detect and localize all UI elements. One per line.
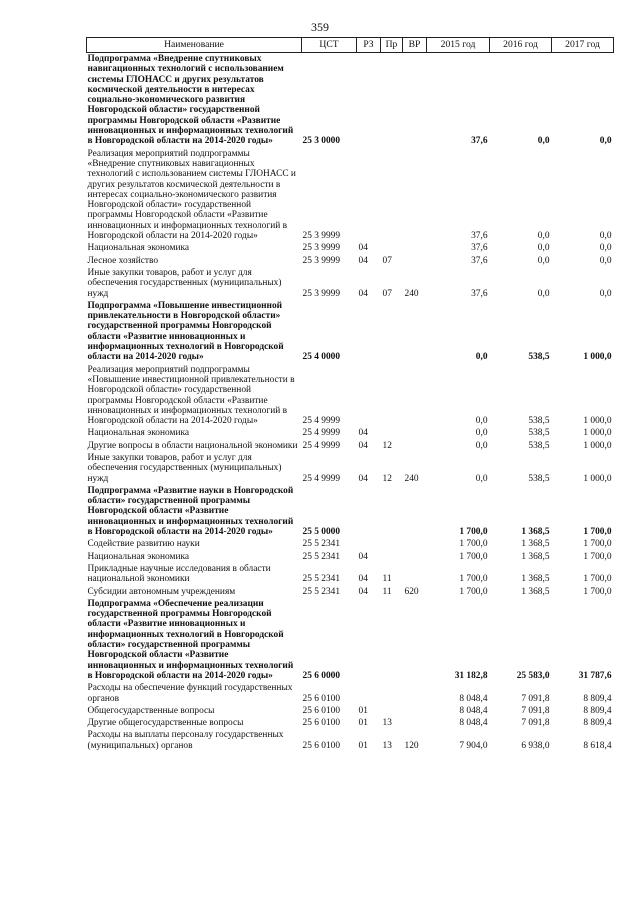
row-value-2015: 1 700,0 [459,586,488,597]
row-vr [403,598,427,682]
table-row [87,717,614,729]
row-cst: 25 6 0100 [302,718,340,729]
row-value-2016: 6 938,0 [521,740,550,751]
row-pr: 12 [382,440,392,451]
row-value-2015: 1 700,0 [459,551,488,562]
row-pr [381,53,403,148]
row-pr [381,427,403,439]
row-vr: 240 [404,288,419,299]
row-vr [403,427,427,439]
row-pr [381,364,403,428]
table-row [87,148,614,243]
row-vr [403,364,427,428]
row-vr [403,440,427,452]
table-row [87,255,614,267]
row-pr [381,682,403,705]
row-pr [381,538,403,550]
row-rz: 01 [358,718,368,729]
row-value-2017: 0,0 [599,243,612,254]
row-value-2016: 0,0 [537,231,550,242]
row-value-2015: 0,0 [475,416,488,427]
row-cst: 25 4 9999 [302,473,340,484]
row-value-2015: 37,6 [471,288,488,299]
row-cst: 25 3 9999 [302,255,340,266]
row-value-2016: 538,5 [528,440,550,451]
table-body [87,53,614,753]
page-number: 359 [311,20,329,34]
row-value-2015: 7 904,0 [459,740,488,751]
row-value-2015: 8 048,4 [459,718,488,729]
row-pr [381,148,403,243]
row-pr [381,485,403,538]
row-value-2015: 0,0 [475,352,488,363]
row-value-2015: 8 048,4 [459,693,488,704]
row-name: Подпрограмма «Повышение инвестиционной привлекательности в Новгородской области» государственной программы Новгородской области «Развитие инновационных и информационных технологий в Новгородской области на 2014-2020 годы» [87,300,284,363]
row-value-2015: 31 182,8 [454,670,488,681]
row-cst: 25 4 9999 [302,440,340,451]
header-pr: Пр [381,38,403,53]
row-name: Подпрограмма «Внедрение спутниковых навигационных технологий с использованием системы ГЛОНАСС и других результатов космической деятельности в интересах социально-экономического развития Новгородской области» государственной программы Новгородской области «Развитие инновационных и информационных технологий в Новгородской области на 2014-2020 годы» [87,54,294,147]
row-pr: 11 [382,586,392,597]
row-rz: 04 [358,574,368,585]
row-value-2015: 1 700,0 [459,539,488,550]
table-row [87,563,614,586]
row-vr: 620 [404,586,419,597]
header-name: Наименование [87,38,302,53]
header-cst: ЦСТ [302,38,357,53]
header-2017: 2017 год [552,38,614,53]
row-value-2017: 1 700,0 [583,539,612,550]
row-value-2017: 1 000,0 [583,352,612,363]
row-value-2015: 8 048,4 [459,705,488,716]
table-row [87,729,614,752]
row-cst: 25 4 0000 [302,352,340,363]
row-value-2015: 37,6 [471,231,488,242]
row-value-2016: 0,0 [537,255,550,266]
row-rz [357,538,381,550]
row-name: Подпрограмма «Развитие науки в Новгородской области» государственной программы Новгородской области «Развитие инновационных и информационных технологий в Новгородской области на 2014-2020 годы» [87,485,294,538]
row-cst: 25 5 2341 [302,574,340,585]
row-rz [357,148,381,243]
row-cst: 25 4 9999 [302,428,340,439]
header-rz: РЗ [357,38,381,53]
row-value-2017: 1 000,0 [583,428,612,439]
row-rz [357,485,381,538]
table-row [87,440,614,452]
row-cst: 25 6 0100 [302,740,340,751]
row-value-2016: 1 368,5 [521,586,550,597]
row-value-2017: 8 809,4 [583,693,612,704]
row-rz: 04 [358,428,368,439]
table-row [87,705,614,717]
row-value-2016: 0,0 [537,288,550,299]
row-name: Национальная экономика [87,243,190,254]
row-name: Другие вопросы в области национальной экономики [87,440,298,451]
row-value-2017: 0,0 [599,288,612,299]
row-rz: 04 [358,473,368,484]
row-value-2017: 0,0 [599,231,612,242]
row-cst: 25 4 9999 [302,416,340,427]
row-vr [403,485,427,538]
row-value-2015: 37,6 [471,243,488,254]
row-name: Национальная экономика [87,428,190,439]
row-value-2016: 1 368,5 [521,527,550,538]
row-value-2016: 1 368,5 [521,551,550,562]
row-value-2017: 31 787,6 [578,670,612,681]
row-rz: 04 [358,243,368,254]
row-value-2016: 538,5 [528,416,550,427]
row-vr [403,563,427,586]
row-pr [381,705,403,717]
table-row [87,364,614,428]
row-name: Общегосударственные вопросы [87,705,215,716]
row-name: Расходы на обеспечение функций государственных органов [87,683,293,704]
row-rz: 01 [358,705,368,716]
row-cst: 25 5 0000 [302,527,340,538]
row-value-2016: 7 091,8 [521,693,550,704]
row-vr [403,717,427,729]
row-vr [403,53,427,148]
row-vr [403,538,427,550]
row-vr [403,255,427,267]
row-value-2016: 538,5 [528,428,550,439]
table-row [87,242,614,254]
row-value-2016: 1 368,5 [521,539,550,550]
row-rz: 04 [358,440,368,451]
row-cst: 25 6 0100 [302,705,340,716]
row-pr [381,300,403,364]
row-vr: 120 [404,740,419,751]
row-vr [403,705,427,717]
table-row [87,538,614,550]
row-name: Субсидии автономным учреждениям [87,586,236,597]
budget-table [86,37,614,752]
row-vr: 240 [404,473,419,484]
table-row [87,551,614,563]
row-cst: 25 5 2341 [302,551,340,562]
row-value-2017: 1 700,0 [583,574,612,585]
row-value-2016: 7 091,8 [521,718,550,729]
row-name: Расходы на выплаты персоналу государственных (муниципальных) органов [87,730,284,751]
table-row [87,586,614,598]
row-cst: 25 3 9999 [302,243,340,254]
row-cst: 25 5 2341 [302,539,340,550]
row-pr: 07 [382,288,392,299]
row-pr: 13 [382,740,392,751]
row-vr [403,300,427,364]
row-name: Лесное хозяйство [87,255,159,266]
row-name: Иные закупки товаров, работ и услуг для обеспечения государственных (муниципальных) нужд [87,452,282,484]
table-row [87,427,614,439]
row-pr [381,598,403,682]
row-name: Иные закупки товаров, работ и услуг для обеспечения государственных (муниципальных) нужд [87,267,282,299]
row-name: Другие общегосударственные вопросы [87,718,244,729]
row-cst: 25 6 0100 [302,693,340,704]
row-rz: 04 [358,288,368,299]
row-rz [357,300,381,364]
row-name: Реализация мероприятий подпрограммы «Внедрение спутниковых навигационных технологий с использованием системы ГЛОНАСС и других результатов космической деятельности в интересах социально-экономического развития Новгородской области» государственной программы Новгородской области «Развитие инновационных и информационных технологий в Новгородской области на 2014-2020 годы» [87,148,296,242]
table-row [87,682,614,705]
row-value-2017: 8 618,4 [583,740,612,751]
row-rz: 04 [358,551,368,562]
row-value-2016: 7 091,8 [521,705,550,716]
row-value-2017: 0,0 [599,136,612,147]
row-value-2015: 0,0 [475,473,488,484]
row-value-2015: 37,6 [471,255,488,266]
header-2015: 2015 год [427,38,490,53]
row-value-2016: 1 368,5 [521,574,550,585]
subprogram-row [87,598,614,682]
row-value-2016: 0,0 [537,243,550,254]
row-value-2015: 1 700,0 [459,574,488,585]
row-vr [403,242,427,254]
row-value-2016: 0,0 [537,136,550,147]
row-rz [357,598,381,682]
row-value-2016: 538,5 [528,352,550,363]
row-cst: 25 6 0000 [302,670,340,681]
row-value-2015: 37,6 [471,136,488,147]
row-pr: 12 [382,473,392,484]
row-cst: 25 5 2341 [302,586,340,597]
row-cst: 25 3 0000 [302,136,340,147]
row-name: Реализация мероприятий подпрограммы «Повышение инвестиционной привлекательности в Новгородской области» государственной программы Новгородской области «Развитие инновационных и информационных технологий в Новгородской области на 2014-2020 годы» [87,364,295,427]
row-value-2017: 1 000,0 [583,473,612,484]
row-value-2017: 0,0 [599,255,612,266]
row-vr [403,148,427,243]
header-row [87,38,614,53]
row-value-2016: 25 583,0 [516,670,550,681]
row-rz [357,682,381,705]
subprogram-row [87,485,614,538]
row-pr: 13 [382,718,392,729]
row-vr [403,551,427,563]
table-header [87,38,614,53]
row-cst: 25 3 9999 [302,288,340,299]
row-name: Подпрограмма «Обеспечение реализации государственной программы Новгородской области «Развитие инновационных и информационных технологий в Новгородской области» государственной программы Новгородской области «Развитие инновационных и информационных технологий в Новгородской области на 2014-2020 годы» [87,598,294,681]
row-pr: 11 [382,574,392,585]
row-pr [381,242,403,254]
row-value-2017: 1 700,0 [583,551,612,562]
row-value-2017: 1 700,0 [583,586,612,597]
row-value-2015: 0,0 [475,428,488,439]
row-value-2017: 1 700,0 [583,527,612,538]
row-name: Национальная экономика [87,551,190,562]
table-row [87,267,614,300]
header-2016: 2016 год [490,38,552,53]
row-name: Прикладные научные исследования в области национальной экономики [87,563,271,585]
row-rz: 04 [358,255,368,266]
header-vr: ВР [403,38,427,53]
row-value-2017: 1 000,0 [583,440,612,451]
row-pr [381,551,403,563]
subprogram-row [87,300,614,364]
row-rz [357,364,381,428]
row-value-2016: 538,5 [528,473,550,484]
row-vr [403,682,427,705]
row-value-2017: 1 000,0 [583,416,612,427]
row-value-2017: 8 809,4 [583,718,612,729]
row-value-2015: 1 700,0 [459,527,488,538]
row-cst: 25 3 9999 [302,231,340,242]
row-rz: 01 [358,740,368,751]
subprogram-row [87,53,614,148]
row-value-2017: 8 809,4 [583,705,612,716]
row-name: Содействие развитию науки [87,539,200,550]
table-row [87,452,614,485]
row-rz: 04 [358,586,368,597]
row-pr: 07 [382,255,392,266]
row-value-2015: 0,0 [475,440,488,451]
row-rz [357,53,381,148]
